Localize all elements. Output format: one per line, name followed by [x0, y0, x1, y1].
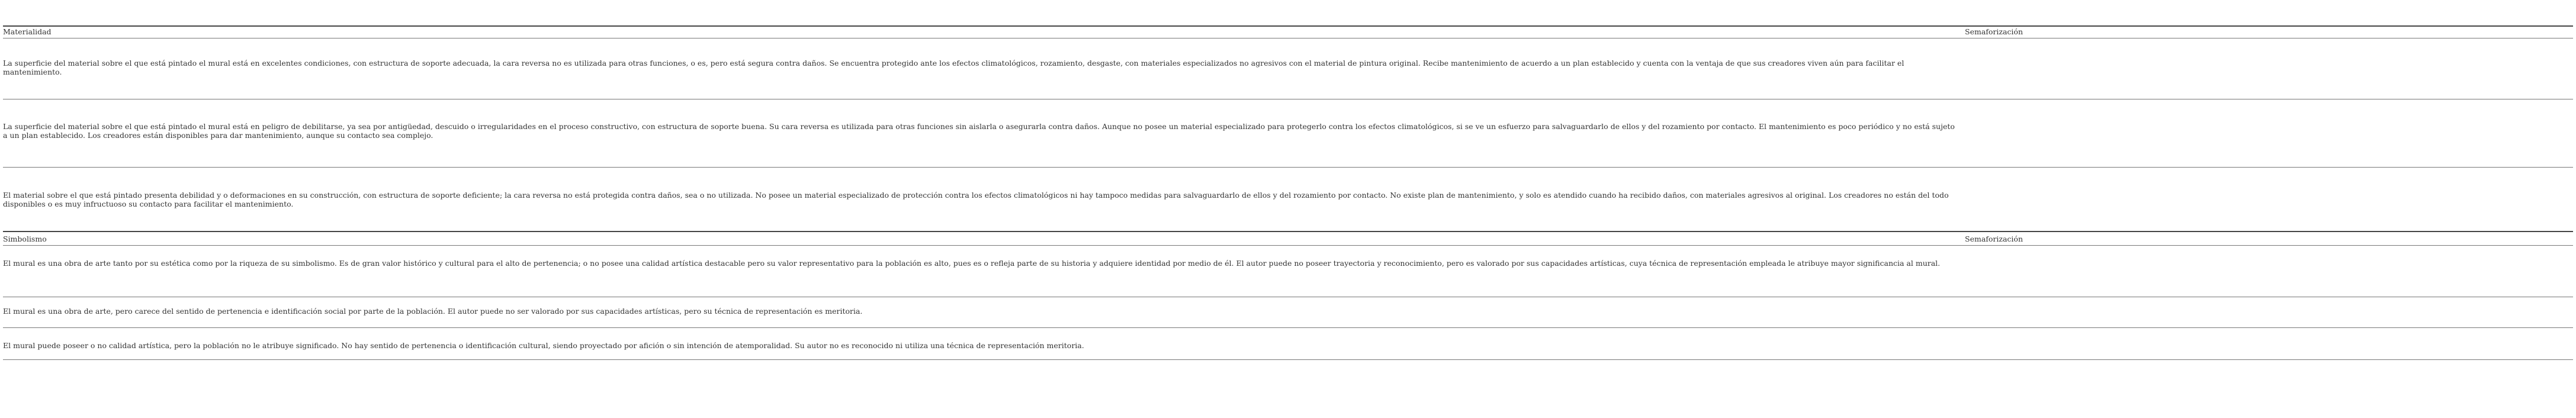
table-row: El mural es una obra de arte, pero carece del sentido de pertenencia e identificación social por parte de la población. El autor puede no ser valorado por sus capacidades artísticas, pero su técnica de representación es meritoria.	[3, 307, 863, 316]
header-simbolismo: Simbolismo	[3, 234, 47, 243]
row-divider	[3, 167, 2573, 168]
header-semaforizacion: Semaforización	[1965, 234, 2023, 243]
table-row: El mural puede poseer o no calidad artística, pero la población no le atribuye significado. No hay sentido de pertenencia o identificación cultural, siendo proyectado por afición o sin intención de atemporalidad. Su autor no es reconocido ni utiliza una técnica de representación meritoria.	[3, 341, 1084, 350]
header-bottom-border	[3, 245, 2573, 246]
table-header	[3, 26, 2573, 38]
table-header	[3, 233, 2573, 245]
table-row: El mural es una obra de arte tanto por su estética como por la riqueza de su simbolismo. Es de gran valor histórico y cultural para el alto de pertenencia; o no posee una calidad artística destacable pero su valor representativo para la población es alto, pues es o refleja parte de su historia y adquiere identidad por medio de él. El autor puede no poseer trayectoria y reconocimiento, pero es valorado por sus capacidades artísticas, cuya técnica de representación empleada le atribuye mayor significancia al mural.	[3, 259, 1941, 268]
table-row: La superficie del material sobre el que está pintado el mural está en excelentes condiciones, con estructura de soporte adecuada, la cara reversa no es utilizada para otras funciones, o es, pero está segura contra daños. Se encuentra protegido ante los efectos climatológicos, rozamiento, desgaste, con materiales especializados no agresivos con el material de pintura original. Recibe mantenimiento de acuerdo a un plan establecido y cuenta con la ventaja de que sus creadores viven aún para facilitar el mantenimiento.	[3, 59, 1904, 76]
table-row: El material sobre el que está pintado presenta debilidad y o deformaciones en su construcción, con estructura de soporte deficiente; la cara reversa no está protegida contra daños, sea o no utilizada. No posee un material especializado de protección contra los efectos climatológicos ni hay tampoco medidas para salvaguardarlo de ellos y del rozamiento por contacto. No existe plan de mantenimiento, y solo es atendido cuando ha recibido daños, con materiales agresivos al original. Los creadores no están del todo disponibles o es muy infructuoso su contacto para facilitar el mantenimiento.	[3, 191, 1949, 208]
table-bottom-border	[3, 231, 2573, 232]
header-materialidad: Materialidad	[3, 27, 52, 36]
table-row: La superficie del material sobre el que está pintado el mural está en peligro de debilitarse, ya sea por antigüedad, descuido o irregularidades en el proceso constructivo, con estructura de soporte buena. Su cara reversa es utilizada para otras funciones sin aislarla o asegurarla contra daños. Aunque no posee un material especializado para protegerlo contra los efectos climatológicos, si se ve un esfuerzo para salvaguardarlo de ellos y del rozamiento por contacto. El mantenimiento es poco periódico y no está sujeto a un plan establecido. Los creadores están disponibles para dar mantenimiento, aunque su contacto sea complejo.	[3, 122, 1955, 140]
table-bottom-border	[3, 359, 2573, 360]
header-semaforizacion: Semaforización	[1965, 27, 2023, 36]
row-divider	[3, 327, 2573, 328]
